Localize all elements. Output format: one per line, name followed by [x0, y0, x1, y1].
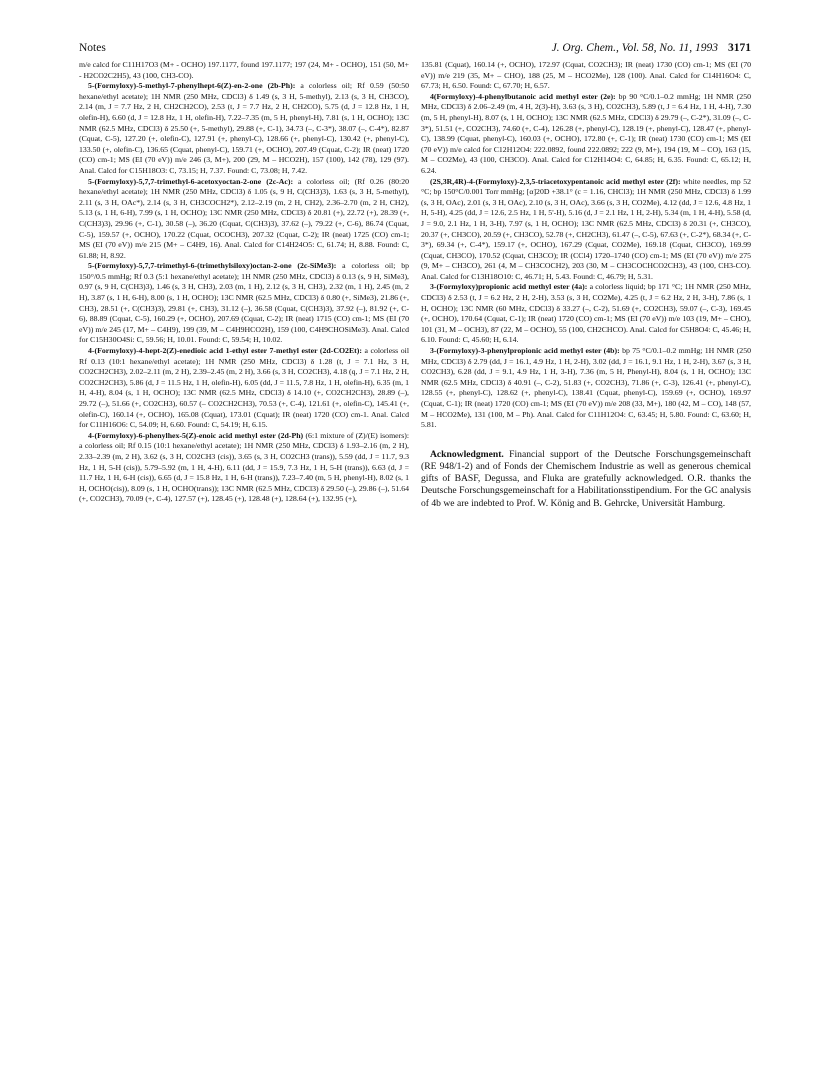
paragraph-text: a colorless oil; Rf 0.59 (50:50 hexane/ethyl acetate); 1H NMR (250 MHz, CDCl3) δ 1.49 (s, 3 H, 5-methyl), 2.13 (s, 3 H, CH3CO), 2.14 (m, J = 7.7 Hz, 2 H, CH2CH2CO), 2.53 (t, J = 7.7 Hz, 2 H, CH2CO), 5.75 (d, J = 12.8 Hz, 1 H, olefin-H), 6.60 (d, J = 12.8 Hz, 1 H, olefin-H), 7.22–7.35 (m, 5 H, phenyl-H), 7.81 (s, 1 H, OCHO); 13C NMR (62.5 MHz, CDCl3) δ 25.50 (+, 5-methyl), 29.88 (+, C-1), 34.73 (–, C-3*), 38.07 (–, C-4*), 82.87 (Cquat, C-5), 127.20 (+, olefin-C), 127.91 (+, phenyl-C), 128.66 (+, phenyl-C), 130.42 (+, phenyl-C), 133.50 (+, olefin-C), 136.65 (Cquat, phenyl-C), 159.71 (+, OCHO), 207.49 (Cquat, C-2); IR (neat) 1720 (CO) cm-1; MS (EI (70 eV)) m/e 246 (3, M+), 200 (29, M – HCO2H), 157 (100), 142 (78), 129 (97). Anal. Calcd for C15H18O3: C, 73.15; H, 7.37. Found: C, 73.08; H, 7.42. — [79, 81, 410, 175]
compound-title: 4-(Formyloxy)-6-phenylhex-5(Z)-enoic acid methyl ester (2d-Ph) — [88, 430, 304, 440]
paragraph-text: a colorless liquid; bp 171 °C; 1H NMR (250 MHz, CDCl3) δ 2.53 (t, J = 6.2 Hz, 2 H, 2-H), 3.53 (s, 3 H, CO2Me), 4.25 (t, J = 6.2 Hz, 2 H, 3-H), 7.86 (s, 1 H, OCHO); 13C NMR (60 MHz, CDCl3) δ 33.27 (–, C-2), 51.69 (+, CO2CH3), 59.07 (–, C-3), 169.45 (+, OCHO), 170.64 (Cquat, C-1); IR (neat) 1720 (CO) cm-1; MS (EI (70 eV)) m/e 103 (19, M+ – CHO), 101 (31, M – OCH3), 87 (22, M – OCHO), 55 (100, CH2CHCO). Anal. Calcd for C5H8O4: C, 45.46; H, 6.10. Found: C, 45.60; H, 6.14. — [421, 282, 751, 345]
paragraph — [421, 282, 751, 346]
compound-title: 3-(Formyloxy)-3-phenylpropionic acid methyl ester (4b): — [430, 346, 620, 356]
acknowledgment-title: Acknowledgment. — [430, 448, 504, 460]
page-header — [79, 42, 751, 58]
paragraph — [421, 177, 751, 283]
left-column — [79, 60, 409, 505]
paragraph-text: a colorless oil; (Rf 0.26 (80:20 hexane/ethyl acetate); 1H NMR (250 MHz, CDCl3) δ 1.05 (s, 9 H, C(CH3)3), 1.63 (s, 3 H, 5-methyl), 2.11 (s, 3 H, OAc*), 2.14 (s, 3 H, CH3COCH2*), 2.12–2.19 (m, 2 H, CH2), 2.36–2.70 (m, 2 H, CH2), 5.13 (s, 1 H, 6-H), 7.99 (s, 1 H, OCHO); 13C NMR (250 MHz, CDCl3) δ 20.81 (+), 22.72 (+), 28.39 (+, C(CH3)3), 29.96 (+, C-1), 30.58 (–), 36.20 (Cquat, C(CH3)3), 37.62 (–), 79.22 (+, C-6), 86.74 (Cquat, C-5), 159.57 (+, OCHO), 170.22 (Cquat, OCOCH3), 207.32 (Cquat, C-2); IR (neat) 1725 (CO) cm-1; MS (EI (70 eV)) m/e 215 (M+ – C4H9, 16). Anal. Calcd for C14H24O5: C, 61.74; H, 8.88. Found: C, 61.88; H, 8.92. — [79, 176, 409, 260]
paragraph — [79, 346, 409, 431]
paragraph — [421, 346, 751, 431]
paragraph — [79, 431, 409, 505]
paragraph-text: (6:1 mixture of (Z)/(E) isomers): a colorless oil; Rf 0.15 (10:1 hexane/ethyl acetate); 1H NMR (250 MHz, CDCl3) δ 1.93–2.16 (m, 2 H), 2.33–2.39 (m, 2 H), 3.62 (s, 3 H, CO2CH3 (cis)), 3.65 (s, 3 H, CO2CH3 (trans)), 5.59 (dd, J = 11.7, 9.3 Hz, 1 H, 5-H (cis)), 5.79–5.92 (m, 1 H, 4-H), 6.11 (dd, J = 15.9, 7.3 Hz, 1 H, 5-H (trans)), 6.63 (d, J = 11.7 Hz, 1 H, 6-H (cis)), 6.65 (d, J = 15.8 Hz, 1 H, 6-H (trans)), 7.23–7.40 (m, 5 H, phenyl-H), 8.02 (s, 1 H, OCHO(cis)), 8.09 (s, 1 H, OCHO(trans)); 13C NMR (62.5 MHz, CDCl3) δ 29.50 (–), 29.86 (–), 51.64 (+, CO2CH3), 70.09 (+, C-4), 127.57 (+), 128.45 (+), 128.48 (+), 128.64 (+), 132.95 (+), — [79, 430, 409, 504]
paragraph-text: white needles, mp 52 °C; bp 150°C/0.001 Torr mmHg; [α]20D +38.1° (c = 1.16, CHCl3); 1H NMR (250 MHz, CDCl3) δ 1.99 (s, 3 H, OAc), 2.01 (s, 3 H, OAc), 2.10 (s, 3 H, OAc), 3.66 (s, 3 H, CO2Me), 4.12 (dd, J = 12.6, 4.8 Hz, 1 H, 5-H), 4.25 (dd, J = 12.6, 2.5 Hz, 1 H, 5'-H), 5.16 (d, J = 2.1 Hz, 1 H, 2-H), 5.34 (m, 1 H, 4-H), 5.58 (d, J = 9.0, 2.1 Hz, 1 H, 3-H), 7.97 (s, 1 H, OCHO); 13C NMR (62.5 MHz, CDCl3) δ 20.31 (+, CH3CO), 20.37 (+, CH3CO), 20.59 (+, CH3CO), 52.78 (+, CH2CH3), 61.47 (–, C-5), 67.63 (+, C-2*), 68.34 (+, C-3*), 69.34 (+, C-4*), 159.17 (+, OCHO), 167.29 (Cquat, CO2Me), 169.18 (Cquat, CH3CO), 169.99 (Cquat, CH3CO), 170.52 (Cquat, CH3CO); IR (CCl4) 1720–1740 (CO) cm-1; MS (EI (70 eV)) m/e 275 (9, M+ – CH3CO), 261 (4, M – CH3COCH2), 203 (30, M – CH3COCHCO2CH3), 43 (100, CH3-CO). Anal. Calcd for C13H18O10: C, 46.71; H, 5.43. Found: C, 46.79; H, 5.31. — [421, 176, 751, 281]
paragraph-text: m/e calcd for C11H17O3 (M+ - OCHO) 197.1177, found 197.1177; 197 (24, M+ - OCHO), 151 (50, M+ - H2CO2C2H5), 43 (100, CH3-CO). — [79, 60, 409, 80]
section-label: Notes — [79, 42, 106, 54]
compound-title: 3-(Formyloxy)propionic acid methyl ester (4a): — [430, 282, 588, 292]
paragraph-text: a colorless oil Rf 0.13 (10:1 hexane/ethyl acetate); 1H NMR (250 MHz, CDCl3) δ 1.28 (t, J = 7.1 Hz, 3 H, CO2CH2CH3), 2.02–2.11 (m, 2 H), 2.39–2.45 (m, 2 H), 3.66 (s, 3 H, CO2CH3), 4.18 (q, J = 7.1 Hz, 2 H, CO2CH2CH3), 5.86 (d, J = 11.5 Hz, 1 H, olefin-H), 6.05 (dd, J = 11.5, 7.8 Hz, 1 H, olefin-H), 6.35 (m, 1 H, 4-H), 8.04 (s, 1 H, OCHO); 13C NMR (62.5 MHz, CDCl3) δ 14.10 (+, CO2CH2CH3), 28.89 (–), 29.72 (–), 51.66 (+, CO2CH3), 60.57 (– CO2CH2CH3), 70.53 (+, C-4), 121.61 (+, olefin-C), 145.41 (+, olefin-C), 160.14 (+, OCHO), 165.08 (Cquat), 173.01 (Cquat); IR (neat) 1720 (CO) cm-1. Anal. Calcd for C11H16O6: C, 54.09; H, 6.60. Found: C, 54.19; H, 6.15. — [79, 346, 409, 430]
paragraph-text: bp 90 °C/0.1–0.2 mmHg; 1H NMR (250 MHz, CDCl3) δ 2.06–2.49 (m, 4 H, 2(3)-H), 3.63 (s, 3 H), CO2CH3), 5.89 (t, J = 6.4 Hz, 1 H, 4-H), 7.30 (m, 5 H, phenyl-H), 8.07 (s, 1 H, OCHO); 13C NMR (62.5 MHz, CDCl3) δ 29.79 (–, C-2*), 31.09 (–, C-3*), 51.51 (+, CO2CH3), 74.60 (+, C-4), 126.28 (+, phenyl-C), 128.19 (+, phenyl-C), 128.47 (+, phenyl-C), 138.99 (Cquat, phenyl-C), 160.03 (+, OCHO), 172.80 (+, C-1); IR (neat) 1730 (CO) cm-1; MS (EI (70 eV)) m/e calcd for C12H12O4: 222.0892, found 222.0892; 222 (9, M+), 194 (19, M – CO), 163 (15, M – CO2Me), 43 (100, CH3CO). Anal. Calcd for C12H14O4: C, 64.85; H, 6.35. Found: C, 65.12; H, 6.24. — [421, 91, 752, 175]
journal-name: J. Org. Chem., Vol. 58, No. 11, 1993 — [551, 42, 718, 54]
compound-title: (2S,3R,4R)-4-(Formyloxy)-2,3,5-triacetoxypentanoic acid methyl ester (2f): — [430, 176, 681, 186]
acknowledgment — [421, 449, 751, 510]
paragraph-text: 135.81 (Cquat), 160.14 (+, OCHO), 172.97 (Cquat, CO2CH3); IR (neat) 1730 (CO) cm-1; MS (EI (70 eV)) m/e 219 (35, M+ – CHO), 188 (25, M – HCO2Me), 128 (100). Anal. Calcd for C14H16O4: C, 67.73; H, 6.50. Found: C, 67.70; H, 6.57. — [421, 60, 751, 91]
paragraph — [79, 261, 409, 346]
compound-title: 5-(Formyloxy)-5,7,7-trimethyl-6-(trimethylsiloxy)octan-2-one (2c-SiMe3): — [88, 261, 337, 271]
paragraph — [79, 81, 409, 176]
paragraph — [421, 92, 751, 177]
paragraph — [79, 60, 409, 81]
compound-title: 5-(Formyloxy)-5,7,7-trimethyl-6-acetoxyoctan-2-one (2c-Ac): — [88, 176, 294, 186]
acknowledgment-text: Financial support of the Deutsche Forschungsgemeinschaft (RE 948/1-2) and of Fonds der Chemischem Industrie as well as generous chemical gifts of BASF, Degussa, and Fluka are gratefully acknowledged. O.R. thanks the Deutsche Forschungsgemeinschaft for a Habilitationsstipendium. For the GC analysis of 4b we are indebted to Prof. W. König and B. Gehrcke, Universität Hamburg. — [421, 448, 751, 509]
page-number: 3171 — [728, 42, 751, 54]
paragraph — [421, 60, 751, 92]
right-column — [421, 60, 751, 510]
paragraph-text: bp 75 °C/0.1–0.2 mmHg; 1H NMR (250 MHz, CDCl3) δ 2.79 (dd, J = 16.1, 4.9 Hz, 1 H, 2-H), 3.02 (dd, J = 16.1, 9.1 Hz, 1 H, 2-H), 3.67 (s, 3 H, CO2CH3), 6.28 (dd, J = 9.1, 4.9 Hz, 1 H, 3-H), 7.36 (m, 5 H, Phenyl-H), 8.04 (s, 1 H, OCHO); 13C NMR (62.5 MHz, CDCl3) δ 40.91 (–, C-2), 51.83 (+, CO2CH3), 71.86 (+, C-3), 126.41 (+, phenyl-C), 128.55 (+, phenyl-C), 128.62 (+, phenyl-C), 138.41 (Cquat, phenyl-C), 159.69 (+, OCHO), 169.97 (Cquat, C-1); IR (neat) 1720 (CO) cm-1; MS (EI (70 eV)) m/e 208 (33, M+), 180 (42, M – CO), 148 (57, M – HCO2Me), 131 (100, M – Ph). Anal. Calcd for C11H12O4: C, 63.45; H, 5.80. Found: C, 63.60; H, 5.81. — [421, 346, 752, 430]
paragraph — [79, 177, 409, 262]
journal-citation — [552, 42, 751, 54]
paragraph-text: a colorless oil; bp 150°/0.5 mmHg; Rf 0.3 (5:1 hexane/ethyl acetate); 1H NMR (250 MHz, CDCl3) δ 0.13 (s, 9 H, SiMe3), 0.97 (s, 9 H, C(CH3)3), 1.46 (s, 3 H, CH3), 2.03 (m, 1 H), 2.12 (s, 3 H, CH3), 2.32 (m, 1 H), 2.45 (m, 2 H), 3.87 (s, 1 H, 6-H), 8.00 (s, 1 H, OCHO); 13C NMR (62.5 MHz, CDCl3) δ 0.80 (+, SiMe3), 21.86 (+, CH3), 28.51 (+, C(CH3)3), 29.81 (+, CH3), 31.12 (–), 36.58 (Cquat, C(CH3)3), 37.92 (–), 81.92 (+, C-6), 88.89 (Cquat, C-5), 160.29 (+, OCHO), 207.69 (Cquat, C-2); IR (neat) 1715 (CO) cm-1; MS (EI (70 eV)) m/e 245 (17, M+ – C4H9), 199 (39, M – C4H9HCO2H), 159 (100, C4H9CHOSiMe3). Anal. Calcd for C15H30O4Si: C, 59.56; H, 10.01. Found: C, 59.54; H, 10.02. — [79, 261, 409, 345]
compound-title: 4(Formyloxy)-4-phenylbutanoic acid methyl ester (2e): — [430, 91, 616, 101]
compound-title: 5-(Formyloxy)-5-methyl-7-phenylhept-6(Z)-en-2-one (2b-Ph): — [88, 81, 296, 91]
compound-title: 4-(Formyloxy)-4-hept-2(Z)-enedioic acid 1-ethyl ester 7-methyl ester (2d-CO2Et): — [88, 346, 362, 356]
